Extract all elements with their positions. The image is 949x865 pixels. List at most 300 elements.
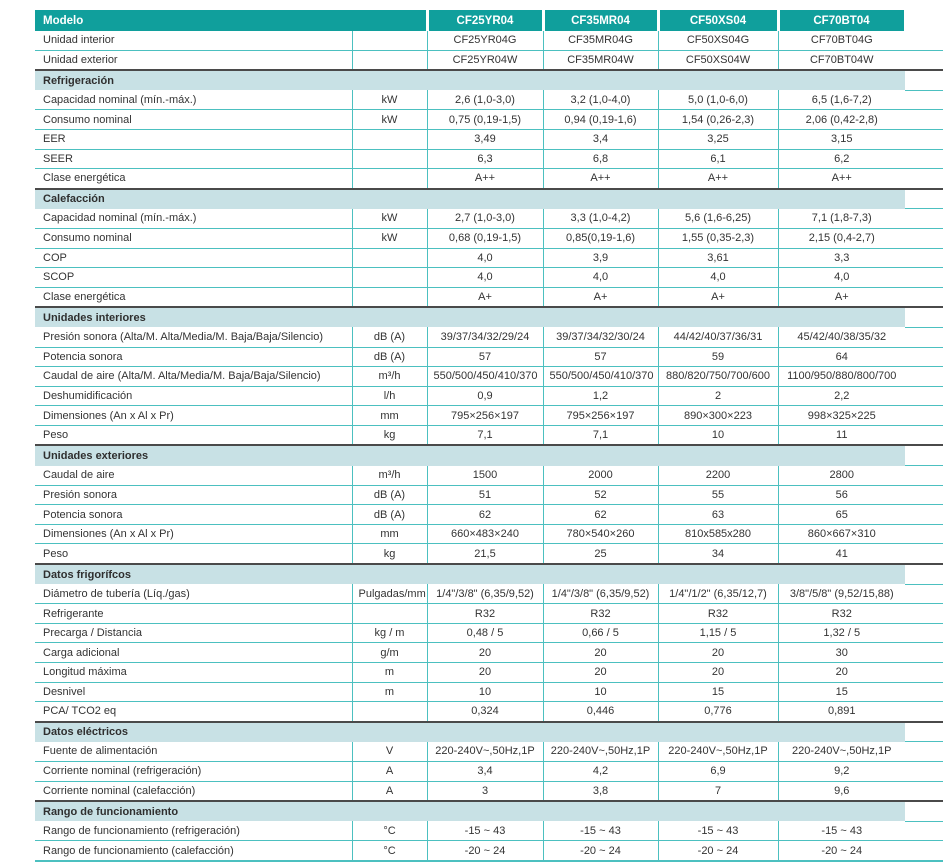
table-row — [35, 268, 943, 288]
row-label: Unidad exterior — [35, 50, 352, 70]
row-unit — [352, 287, 427, 307]
row-value: A+ — [427, 287, 543, 307]
row-value: 6,1 — [658, 149, 778, 169]
row-value: 57 — [427, 347, 543, 367]
row-label: COP — [35, 248, 352, 268]
spacer-cell — [905, 31, 943, 50]
table-row — [35, 604, 943, 624]
spacer-cell — [905, 50, 943, 70]
table-row — [35, 90, 943, 110]
table-row — [35, 524, 943, 544]
spacer-cell — [905, 129, 943, 149]
row-value: 62 — [427, 505, 543, 525]
row-unit: m³/h — [352, 367, 427, 387]
row-unit: °C — [352, 841, 427, 861]
row-value: 3,15 — [778, 129, 905, 149]
row-value: 62 — [543, 505, 658, 525]
row-value: 10 — [543, 682, 658, 702]
row-unit — [352, 702, 427, 722]
section-row — [35, 801, 943, 821]
row-unit — [352, 129, 427, 149]
row-value: 795×256×197 — [543, 406, 658, 426]
row-value: 56 — [778, 485, 905, 505]
row-value: 0,324 — [427, 702, 543, 722]
row-value: 3,8 — [543, 781, 658, 801]
row-value: 34 — [658, 544, 778, 564]
row-value: A++ — [427, 169, 543, 189]
row-label: Peso — [35, 425, 352, 445]
row-unit: kg — [352, 425, 427, 445]
table-row — [35, 682, 943, 702]
row-value: CF35MR04G — [543, 31, 658, 50]
row-value: CF70BT04W — [778, 50, 905, 70]
section-row — [35, 70, 943, 90]
row-value: 59 — [658, 347, 778, 367]
row-value: -15 ~ 43 — [658, 821, 778, 841]
row-value: 220-240V~,50Hz,1P — [543, 742, 658, 762]
row-value: 45/42/40/38/35/32 — [778, 327, 905, 347]
row-value: 0,75 (0,19-1,5) — [427, 110, 543, 130]
row-value: 890×300×223 — [658, 406, 778, 426]
row-value: 1,54 (0,26-2,3) — [658, 110, 778, 130]
row-value: 20 — [543, 643, 658, 663]
spacer-cell — [905, 307, 943, 327]
table-row — [35, 50, 943, 70]
spacer-cell — [905, 584, 943, 604]
row-value: 3,3 (1,0-4,2) — [543, 209, 658, 229]
row-value: CF35MR04W — [543, 50, 658, 70]
table-row — [35, 761, 943, 781]
row-unit — [352, 169, 427, 189]
row-value: 550/500/450/410/370 — [543, 367, 658, 387]
row-unit: kW — [352, 209, 427, 229]
spacer-cell — [905, 663, 943, 683]
section-title: Rango de funcionamiento — [35, 801, 905, 821]
row-label: Fuente de alimentación — [35, 742, 352, 762]
spacer-cell — [905, 149, 943, 169]
row-label: Refrigerante — [35, 604, 352, 624]
row-label: Rango de funcionamiento (calefacción) — [35, 841, 352, 861]
row-value: 65 — [778, 505, 905, 525]
row-value: 0,66 / 5 — [543, 623, 658, 643]
spacer-cell — [905, 90, 943, 110]
row-value: 39/37/34/32/29/24 — [427, 327, 543, 347]
row-value: 998×325×225 — [778, 406, 905, 426]
row-value: A++ — [778, 169, 905, 189]
table-row — [35, 347, 943, 367]
row-value: 0,68 (0,19-1,5) — [427, 228, 543, 248]
row-value: 21,5 — [427, 544, 543, 564]
section-title: Unidades exteriores — [35, 445, 905, 465]
row-value: A+ — [543, 287, 658, 307]
spec-table — [35, 10, 943, 862]
row-unit: m — [352, 682, 427, 702]
spacer-cell — [905, 327, 943, 347]
row-value: -15 ~ 43 — [427, 821, 543, 841]
row-value: 3,4 — [427, 761, 543, 781]
row-value: 2,7 (1,0-3,0) — [427, 209, 543, 229]
row-value: 57 — [543, 347, 658, 367]
row-label: Corriente nominal (calefacción) — [35, 781, 352, 801]
row-value: A+ — [658, 287, 778, 307]
row-label: Corriente nominal (refrigeración) — [35, 761, 352, 781]
row-unit: m — [352, 663, 427, 683]
section-title: Calefacción — [35, 189, 905, 209]
spacer-cell — [905, 189, 943, 209]
row-value: 3,9 — [543, 248, 658, 268]
table-row — [35, 485, 943, 505]
header-model-1: CF25YR04 — [427, 10, 543, 31]
row-value: 3/8"/5/8" (9,52/15,88) — [778, 584, 905, 604]
row-unit: kg / m — [352, 623, 427, 643]
row-unit: dB (A) — [352, 505, 427, 525]
row-value: 39/37/34/32/30/24 — [543, 327, 658, 347]
section-row — [35, 564, 943, 584]
row-value: 1,2 — [543, 386, 658, 406]
row-value: 10 — [427, 682, 543, 702]
row-unit — [352, 50, 427, 70]
row-value: CF70BT04G — [778, 31, 905, 50]
row-value: 810x585x280 — [658, 524, 778, 544]
row-label: SCOP — [35, 268, 352, 288]
row-label: Dimensiones (An x Al x Pr) — [35, 524, 352, 544]
spacer-cell — [905, 386, 943, 406]
row-unit: A — [352, 781, 427, 801]
header-spacer-cell — [905, 10, 943, 31]
table-row — [35, 702, 943, 722]
row-value: R32 — [543, 604, 658, 624]
spacer-cell — [905, 485, 943, 505]
table-row — [35, 742, 943, 762]
row-label: Capacidad nominal (mín.-máx.) — [35, 209, 352, 229]
row-value: 2,6 (1,0-3,0) — [427, 90, 543, 110]
row-value: 4,0 — [427, 248, 543, 268]
row-value: 1100/950/880/800/700 — [778, 367, 905, 387]
row-unit — [352, 149, 427, 169]
row-value: 3 — [427, 781, 543, 801]
table-row — [35, 209, 943, 229]
row-unit: mm — [352, 524, 427, 544]
row-value: 15 — [658, 682, 778, 702]
row-value: 25 — [543, 544, 658, 564]
table-row — [35, 327, 943, 347]
header-model-label: Modelo — [35, 10, 427, 31]
row-value: 0,446 — [543, 702, 658, 722]
row-value: 20 — [658, 663, 778, 683]
row-value: 6,2 — [778, 149, 905, 169]
row-value: 7 — [658, 781, 778, 801]
row-value: 64 — [778, 347, 905, 367]
row-value: 11 — [778, 425, 905, 445]
row-value: CF50XS04W — [658, 50, 778, 70]
table-row — [35, 386, 943, 406]
row-unit: kW — [352, 228, 427, 248]
table-row — [35, 129, 943, 149]
table-row — [35, 149, 943, 169]
table-row — [35, 228, 943, 248]
row-value: 1500 — [427, 466, 543, 486]
spacer-cell — [905, 761, 943, 781]
row-unit: kW — [352, 90, 427, 110]
spacer-cell — [905, 268, 943, 288]
row-value: 55 — [658, 485, 778, 505]
row-value: 0,94 (0,19-1,6) — [543, 110, 658, 130]
row-value: -20 ~ 24 — [427, 841, 543, 861]
spec-table-body — [35, 31, 943, 861]
table-row — [35, 643, 943, 663]
row-label: Caudal de aire — [35, 466, 352, 486]
row-value: 0,9 — [427, 386, 543, 406]
section-row — [35, 307, 943, 327]
row-value: 20 — [427, 663, 543, 683]
row-label: Peso — [35, 544, 352, 564]
row-value: 780×540×260 — [543, 524, 658, 544]
table-row — [35, 466, 943, 486]
row-label: EER — [35, 129, 352, 149]
row-label: Carga adicional — [35, 643, 352, 663]
row-label: Potencia sonora — [35, 505, 352, 525]
table-row — [35, 841, 943, 861]
row-value: 3,49 — [427, 129, 543, 149]
row-unit: dB (A) — [352, 327, 427, 347]
table-row — [35, 584, 943, 604]
row-value: 2,15 (0,4-2,7) — [778, 228, 905, 248]
row-label: Clase energética — [35, 169, 352, 189]
table-row — [35, 287, 943, 307]
row-unit: g/m — [352, 643, 427, 663]
row-value: 52 — [543, 485, 658, 505]
row-value: 10 — [658, 425, 778, 445]
section-title: Unidades interiores — [35, 307, 905, 327]
spacer-cell — [905, 228, 943, 248]
row-label: Desnivel — [35, 682, 352, 702]
row-value: 3,61 — [658, 248, 778, 268]
row-value: 6,8 — [543, 149, 658, 169]
row-value: 44/42/40/37/36/31 — [658, 327, 778, 347]
spacer-cell — [905, 367, 943, 387]
row-label: Clase energética — [35, 287, 352, 307]
table-row — [35, 821, 943, 841]
spacer-cell — [905, 722, 943, 742]
row-label: Rango de funcionamiento (refrigeración) — [35, 821, 352, 841]
table-row — [35, 623, 943, 643]
row-label: Deshumidificación — [35, 386, 352, 406]
table-row — [35, 169, 943, 189]
header-model-4: CF70BT04 — [778, 10, 905, 31]
row-value: 7,1 — [543, 425, 658, 445]
row-value: 2000 — [543, 466, 658, 486]
table-header-row — [35, 10, 943, 31]
row-value: 3,2 (1,0-4,0) — [543, 90, 658, 110]
table-row — [35, 110, 943, 130]
row-label: Caudal de aire (Alta/M. Alta/Media/M. Baja/Baja/Silencio) — [35, 367, 352, 387]
row-unit — [352, 604, 427, 624]
row-label: Presión sonora (Alta/M. Alta/Media/M. Baja/Baja/Silencio) — [35, 327, 352, 347]
row-value: 1/4"/3/8" (6,35/9,52) — [543, 584, 658, 604]
spacer-cell — [905, 70, 943, 90]
row-label: SEER — [35, 149, 352, 169]
row-unit: A — [352, 761, 427, 781]
row-value: CF25YR04W — [427, 50, 543, 70]
row-value: 41 — [778, 544, 905, 564]
row-value: 0,85(0,19-1,6) — [543, 228, 658, 248]
spacer-cell — [905, 169, 943, 189]
spacer-cell — [905, 604, 943, 624]
spacer-cell — [905, 505, 943, 525]
row-unit: mm — [352, 406, 427, 426]
row-value: 30 — [778, 643, 905, 663]
row-value: 5,0 (1,0-6,0) — [658, 90, 778, 110]
row-value: 6,5 (1,6-7,2) — [778, 90, 905, 110]
row-value: 0,891 — [778, 702, 905, 722]
row-value: -20 ~ 24 — [658, 841, 778, 861]
row-value: 2,06 (0,42-2,8) — [778, 110, 905, 130]
section-title: Datos frigorífcos — [35, 564, 905, 584]
spacer-cell — [905, 841, 943, 861]
row-label: Unidad interior — [35, 31, 352, 50]
row-value: 7,1 — [427, 425, 543, 445]
row-value: 2800 — [778, 466, 905, 486]
spacer-cell — [905, 425, 943, 445]
row-value: 860×667×310 — [778, 524, 905, 544]
row-value: A+ — [778, 287, 905, 307]
row-label: Precarga / Distancia — [35, 623, 352, 643]
row-value: 15 — [778, 682, 905, 702]
header-model-3: CF50XS04 — [658, 10, 778, 31]
spacer-cell — [905, 682, 943, 702]
row-value: -20 ~ 24 — [778, 841, 905, 861]
row-label: Potencia sonora — [35, 347, 352, 367]
spacer-cell — [905, 209, 943, 229]
row-unit — [352, 248, 427, 268]
row-value: 1,15 / 5 — [658, 623, 778, 643]
section-title: Refrigeración — [35, 70, 905, 90]
row-value: -15 ~ 43 — [543, 821, 658, 841]
row-unit: kg — [352, 544, 427, 564]
row-value: 2,2 — [778, 386, 905, 406]
row-value: 5,6 (1,6-6,25) — [658, 209, 778, 229]
section-row — [35, 189, 943, 209]
spacer-cell — [905, 406, 943, 426]
row-value: 20 — [658, 643, 778, 663]
row-value: -20 ~ 24 — [543, 841, 658, 861]
row-label: Longitud máxima — [35, 663, 352, 683]
row-value: 880/820/750/700/600 — [658, 367, 778, 387]
row-value: 9,6 — [778, 781, 905, 801]
row-unit: m³/h — [352, 466, 427, 486]
row-value: 2 — [658, 386, 778, 406]
row-unit — [352, 31, 427, 50]
row-value: CF25YR04G — [427, 31, 543, 50]
row-label: Capacidad nominal (mín.-máx.) — [35, 90, 352, 110]
table-row — [35, 31, 943, 50]
row-value: R32 — [427, 604, 543, 624]
table-row — [35, 781, 943, 801]
row-value: 660×483×240 — [427, 524, 543, 544]
row-unit: °C — [352, 821, 427, 841]
spacer-cell — [905, 466, 943, 486]
section-row — [35, 445, 943, 465]
row-unit: dB (A) — [352, 485, 427, 505]
section-title: Datos eléctricos — [35, 722, 905, 742]
table-row — [35, 663, 943, 683]
row-value: 3,3 — [778, 248, 905, 268]
row-value: 795×256×197 — [427, 406, 543, 426]
spacer-cell — [905, 248, 943, 268]
row-value: 9,2 — [778, 761, 905, 781]
row-value: R32 — [778, 604, 905, 624]
row-value: 20 — [778, 663, 905, 683]
row-value: 4,0 — [778, 268, 905, 288]
row-label: PCA/ TCO2 eq — [35, 702, 352, 722]
row-value: 6,9 — [658, 761, 778, 781]
row-value: CF50XS04G — [658, 31, 778, 50]
section-row — [35, 722, 943, 742]
spacer-cell — [905, 110, 943, 130]
row-unit: Pulgadas/mm — [352, 584, 427, 604]
row-value: 4,0 — [543, 268, 658, 288]
row-unit: kW — [352, 110, 427, 130]
row-label: Dimensiones (An x Al x Pr) — [35, 406, 352, 426]
row-label: Consumo nominal — [35, 110, 352, 130]
row-value: 0,48 / 5 — [427, 623, 543, 643]
row-value: A++ — [658, 169, 778, 189]
row-value: 220-240V~,50Hz,1P — [658, 742, 778, 762]
row-value: A++ — [543, 169, 658, 189]
row-value: 0,776 — [658, 702, 778, 722]
row-value: 7,1 (1,8-7,3) — [778, 209, 905, 229]
row-unit: V — [352, 742, 427, 762]
spacer-cell — [905, 742, 943, 762]
spacer-cell — [905, 643, 943, 663]
spacer-cell — [905, 623, 943, 643]
row-value: 2200 — [658, 466, 778, 486]
spacer-cell — [905, 801, 943, 821]
row-value: 4,0 — [427, 268, 543, 288]
table-row — [35, 248, 943, 268]
row-value: 63 — [658, 505, 778, 525]
table-row — [35, 367, 943, 387]
table-row — [35, 425, 943, 445]
row-value: 220-240V~,50Hz,1P — [778, 742, 905, 762]
row-value: R32 — [658, 604, 778, 624]
spacer-cell — [905, 347, 943, 367]
row-value: 4,2 — [543, 761, 658, 781]
row-value: 1,32 / 5 — [778, 623, 905, 643]
spacer-cell — [905, 781, 943, 801]
spacer-cell — [905, 702, 943, 722]
row-value: 1/4"/3/8" (6,35/9,52) — [427, 584, 543, 604]
row-value: 220-240V~,50Hz,1P — [427, 742, 543, 762]
spacer-cell — [905, 445, 943, 465]
row-label: Diámetro de tubería (Líq./gas) — [35, 584, 352, 604]
row-value: 20 — [427, 643, 543, 663]
row-unit — [352, 268, 427, 288]
row-value: 6,3 — [427, 149, 543, 169]
spacer-cell — [905, 564, 943, 584]
spacer-cell — [905, 524, 943, 544]
row-label: Consumo nominal — [35, 228, 352, 248]
row-value: 20 — [543, 663, 658, 683]
row-value: 3,4 — [543, 129, 658, 149]
spacer-cell — [905, 544, 943, 564]
row-unit: l/h — [352, 386, 427, 406]
row-unit: dB (A) — [352, 347, 427, 367]
table-row — [35, 406, 943, 426]
row-label: Presión sonora — [35, 485, 352, 505]
table-row — [35, 505, 943, 525]
row-value: 1,55 (0,35-2,3) — [658, 228, 778, 248]
